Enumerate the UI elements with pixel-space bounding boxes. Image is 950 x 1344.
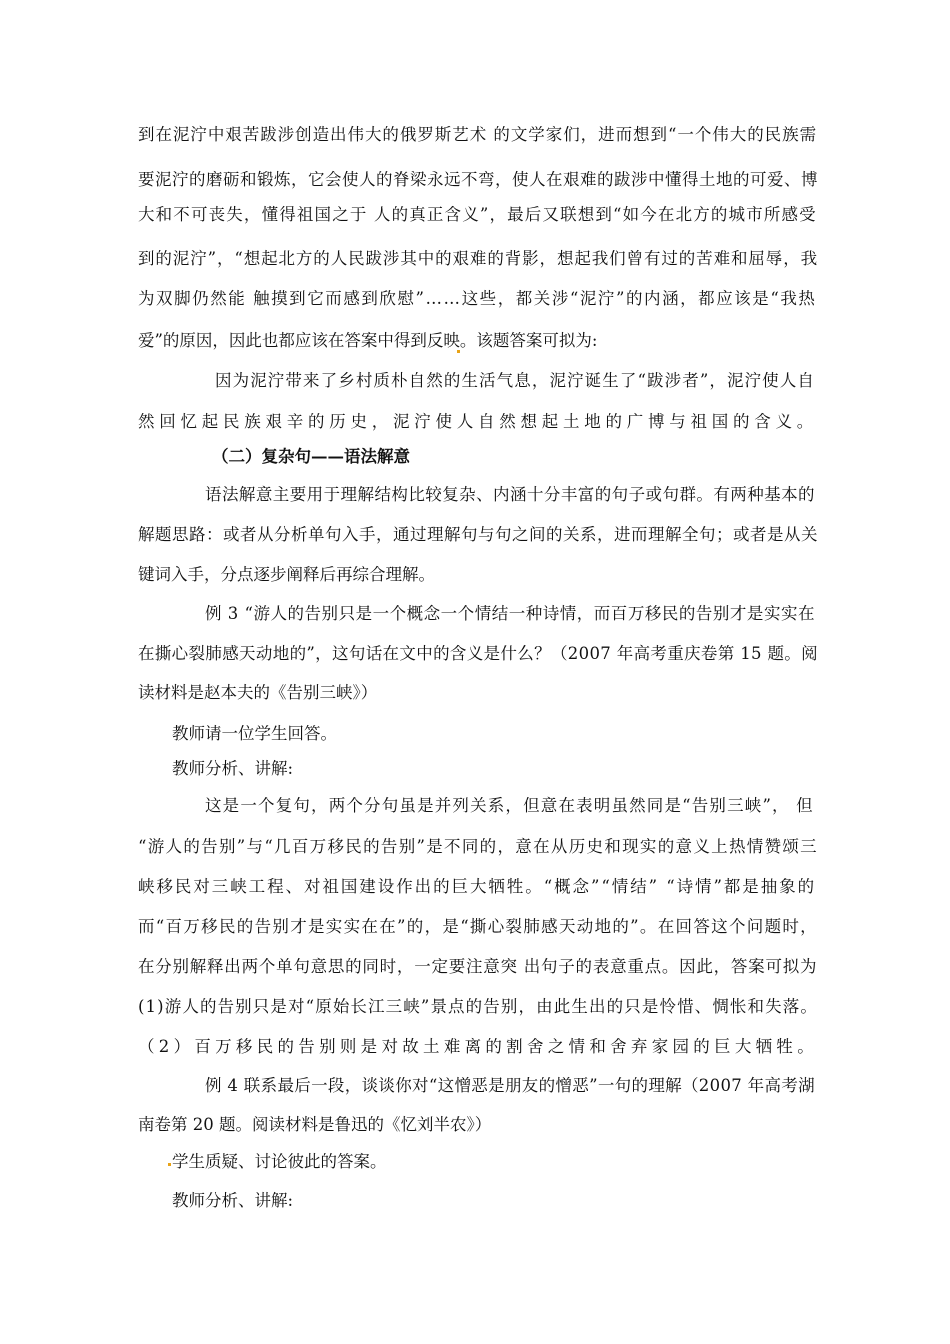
text-line: 峡移民对三峡工程、对祖国建设作出的巨大牺牲。“概念”“情结” “诗情”都是抽象的 [138,877,817,896]
text-line: 然回忆起民族艰辛的历史，泥泞使人自然想起土地的广博与祖国的含义。 [138,412,818,431]
section-heading: （二）复杂句——语法解意 [212,447,410,466]
text-line: 教师分析、讲解: [172,1191,294,1210]
text-line: 例 3 “游人的告别只是一个概念一个情结一种诗情，而百万移民的告别才是实实在 [205,604,815,623]
text-line: 在分别解释出两个单句意思的同时，一定要注意突 出句子的表意重点。因此，答案可拟为 [138,957,818,976]
text-line: 到在泥泞中艰苦跋涉创造出伟大的俄罗斯艺术 的文学家们，进而想到“一个伟大的民族需 [138,125,818,144]
text-line: (1)游人的告别只是对“原始长江三峡”景点的告别，由此生出的只是怜惜、惆怅和失落。 [138,997,818,1016]
edit-mark-icon [168,1163,171,1166]
text-line: 语法解意主要用于理解结构比较复杂、内涵十分丰富的句子或句群。有两种基本的 [205,485,815,504]
text-line: 解题思路：或者从分析单句入手，通过理解句与句之间的关系，进而理解全句；或者是从关 [138,525,818,544]
text-line: 键词入手，分点逐步阐释后再综合理解。 [138,565,435,584]
text-line: 爱”的原因，因此也都应该在答案中得到反映。该题答案可拟为: [138,331,598,350]
text-line: 例 4 联系最后一段，谈谈你对“这憎恶是朋友的憎恶”一句的理解（2007 年高考湖 [205,1076,815,1095]
text-line: 教师请一位学生回答。 [172,724,337,743]
text-line: 教师分析、讲解: [172,759,294,778]
text-line: 南卷第 20 题。阅读材料是鲁迅的《忆刘半农》） [138,1115,492,1134]
text-line: 在撕心裂肺感天动地的”，这句话在文中的含义是什么？（2007 年高考重庆卷第 15 题。阅 [138,644,818,663]
text-line: 大和不可丧失，懂得祖国之于 人的真正含义”，最后又联想到“如今在北方的城市所感受 [138,205,817,224]
text-line: 因为泥泞带来了乡村质朴自然的生活气息，泥泞诞生了“跋涉者”，泥泞使人自 [215,371,815,390]
text-line: 读材料是赵本夫的《告别三峡》） [138,683,378,702]
text-line: 为双脚仍然能 触摸到它而感到欣慰”……这些，都关涉“泥泞”的内涵，都应该是“我热 [138,289,817,308]
text-line: 到的泥泞”，“想起北方的人民跋涉其中的艰难的背影，想起我们曾有过的苦难和屈辱，我 [138,249,818,268]
text-line: （2）百万移民的告别则是对故土难离的割舍之情和舍弃家园的巨大牺牲。 [138,1037,818,1056]
text-line: 学生质疑、讨论彼此的答案。 [172,1152,387,1171]
text-line: 这是一个复句，两个分句虽是并列关系，但意在表明虽然同是“告别三峡”， 但 [205,796,814,815]
text-line: 而“百万移民的告别才是实实在在”的，是“撕心裂肺感天动地的”。在回答这个问题时， [138,917,818,936]
text-line: “游人的告别”与“几百万移民的告别”是不同的，意在从历史和现实的意义上热情赞颂三 [138,837,818,856]
text-line: 要泥泞的磨砺和锻炼，它会使人的脊梁永远不弯，使人在艰难的跋涉中懂得土地的可爱、博 [138,170,818,189]
edit-mark-icon [457,350,460,353]
